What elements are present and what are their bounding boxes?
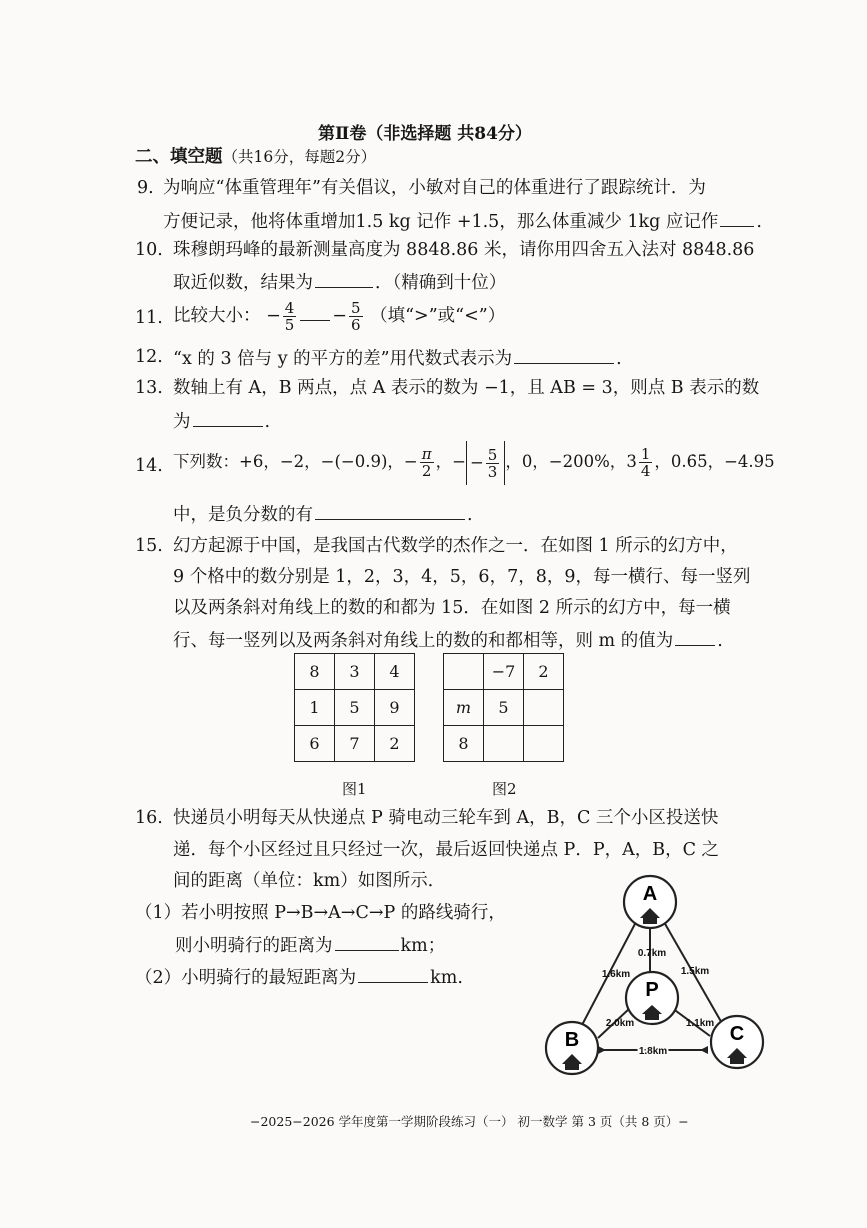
q16-line3: 间的距离（单位：km）如图所示．: [173, 871, 446, 891]
node-b-label: B: [564, 1029, 580, 1051]
q14-mixed-den: 4: [640, 462, 651, 480]
q9-number: 9.: [137, 178, 154, 198]
q9-answer-blank[interactable]: [720, 210, 754, 227]
q10-number: 10.: [135, 240, 163, 260]
q14-mixed-whole: 3: [626, 452, 637, 471]
q16-sub2-text: （2）小明骑行的最短距离为: [135, 968, 357, 988]
q16-line1: 快递员小明每天从快递点 P 骑电动三轮车到 A，B，C 三个小区投送快: [173, 808, 719, 828]
section-heading: [135, 147, 376, 167]
magic-square-fig1: [294, 653, 415, 762]
q15-line2: 9 个格中的数分别是 1，2，3，4，5，6，7，8，9，每一横行、每一竖列: [173, 567, 751, 587]
table-row: [295, 690, 415, 726]
q13-line2: [173, 410, 270, 432]
fig1-cell: 1: [295, 690, 335, 726]
edge-ap-label: 0.7km: [637, 948, 667, 959]
q16-number: 16.: [135, 808, 163, 828]
q14-part3: ，0.6̇5̇，−4.95: [654, 452, 775, 471]
q10-text-a: 取近似数，结果为: [173, 273, 313, 293]
fig1-cell: 4: [375, 654, 415, 690]
q11-frac2-num: 5: [350, 299, 361, 317]
q11-frac1-den: 5: [284, 316, 295, 334]
fig2-cell: 5: [484, 690, 524, 726]
fig1-cell: 3: [335, 654, 375, 690]
q11-fraction-1: [283, 300, 297, 333]
q16-sub2-unit: km.: [430, 968, 463, 988]
q14-pi-sign: −: [403, 452, 418, 471]
node-c: [711, 1016, 763, 1068]
q14-part1: +6，−2，−(−0.9)，: [239, 452, 404, 471]
route-diagram: [540, 870, 780, 1085]
node-p: [626, 972, 678, 1024]
q11-number: 11.: [135, 308, 163, 328]
q14-number: 14.: [135, 456, 163, 476]
section-heading-label: 二、填空题: [135, 147, 223, 167]
q16-sub1-line1: （1）若小明按照 P→B→A→C→P 的路线骑行，: [135, 903, 506, 923]
q11-frac2-den: 6: [350, 316, 361, 334]
q16-sub1-line2: [175, 934, 445, 956]
fig2-cell: [524, 690, 564, 726]
q15-answer-blank[interactable]: [675, 629, 715, 646]
node-a-label: A: [642, 883, 658, 905]
q9-end: .: [756, 212, 762, 232]
q14-abs-num: 5: [487, 445, 498, 464]
fig2-cell: −7: [484, 654, 524, 690]
q10-text-b: ．（精确到十位）: [375, 273, 507, 293]
q9-text: 方便记录，他将体重增加1.5 kg 记作 +1.5，那么体重减少 1kg 应记作: [163, 212, 719, 232]
q13-answer-blank[interactable]: [193, 410, 263, 427]
q11-frac2-sign: −: [332, 306, 347, 326]
q15-end: .: [717, 631, 723, 651]
q15-text: 行、每一竖列以及两条斜对角线上的数的和都相等，则 m 的值为: [173, 631, 674, 651]
magic-square-fig2: [443, 653, 564, 762]
q16-sub2-line: [135, 966, 463, 988]
q15-line1: 幻方起源于中国，是我国古代数学的杰作之一．在如图 1 所示的幻方中，: [173, 536, 738, 556]
edge-ac-label: 1.5km: [680, 966, 710, 977]
q11-label: 比较大小：: [173, 306, 261, 326]
fig2-cell: m: [444, 690, 484, 726]
q13-text: 为: [173, 412, 191, 432]
q16-sub1-answer-blank[interactable]: [335, 934, 399, 951]
q14-abs-inner-sign: −: [469, 452, 484, 472]
fig1-cell: 6: [295, 726, 335, 762]
fig1-cell: 7: [335, 726, 375, 762]
table-row: [444, 726, 564, 762]
q14-pi-num: π: [421, 445, 432, 463]
q15-line3: 以及两条斜对角线上的数的和都为 15．在如图 2 所示的幻方中，每一横: [173, 598, 731, 618]
q10-line2: [173, 271, 506, 293]
node-c-label: C: [729, 1023, 745, 1045]
edge-cp-label: 1.1km: [685, 1018, 715, 1029]
q14-abs-den: 3: [487, 462, 498, 481]
q14-answer-blank[interactable]: [315, 503, 465, 520]
q14-mixed-fraction: [639, 446, 653, 479]
q13-end: .: [264, 412, 271, 432]
table-row: [295, 654, 415, 690]
q11-frac1-num: 4: [284, 299, 295, 317]
fig1-cell: 5: [335, 690, 375, 726]
q10-line1: 珠穆朗玛峰的最新测量高度为 8848.86 米，请你用四舍五入法对 8848.86: [173, 240, 755, 260]
q11-fraction-2: [349, 300, 363, 333]
q15-number: 15.: [135, 536, 163, 556]
q15-line4: [173, 629, 723, 651]
fig1-caption: 图1: [342, 780, 367, 798]
q14-text: 中，是负分数的有: [173, 505, 313, 525]
table-row: [295, 726, 415, 762]
q14-end: .: [467, 505, 473, 525]
fig2-cell: 8: [444, 726, 484, 762]
q11-hint: （填“>”或“<”）: [370, 306, 506, 326]
q11-line: [173, 296, 505, 336]
q12-text: “x 的 3 倍与 y 的平方的差”用代数式表示为: [173, 349, 513, 369]
q11-answer-blank[interactable]: [300, 304, 330, 321]
q14-abs-fraction: [486, 447, 500, 480]
q13-number: 13.: [135, 378, 163, 398]
q11-frac1-sign: −: [266, 306, 281, 326]
q14-pi-den: 2: [421, 462, 432, 480]
q12-number: 12.: [135, 347, 163, 367]
fig2-cell: [484, 726, 524, 762]
q14-abs-outer-sign: −: [452, 452, 466, 471]
q14-absolute-value: [466, 441, 505, 485]
q14-mixed-num: 1: [640, 445, 651, 463]
q16-sub1-text: 则小明骑行的距离为: [175, 936, 333, 956]
fig1-cell: 8: [295, 654, 335, 690]
section-title: 第Ⅱ卷（非选择题 共84分）: [318, 124, 532, 144]
q13-line1: 数轴上有 A，B 两点，点 A 表示的数为 −1，且 AB = 3，则点 B 表示的数: [173, 378, 760, 398]
q12-line: [173, 347, 622, 369]
fig2-cell: 2: [524, 654, 564, 690]
fig2-caption: 图2: [492, 780, 517, 798]
node-p-label: P: [645, 979, 659, 1001]
q14-line1: 下列数：+6，−2，−(−0.9)，− $\frac{\pi}{2}$ ，− − $\frac{5}{3}$ ，0，−200%，3 $\frac{1}{4}$ ，0.6̇5̇，−4.95: [173, 440, 775, 485]
q14-part2: ，0，−200%，: [505, 452, 627, 471]
arrowhead-icon: [598, 1046, 606, 1054]
node-a: [624, 876, 676, 928]
q14-label: 下列数：: [173, 452, 239, 471]
edge-ab-label: 1.6km: [601, 969, 631, 980]
q16-line2: 递．每个小区经过且只经过一次，最后返回快递点 P．P，A，B，C 之: [173, 840, 720, 860]
arrowhead-icon: [700, 1046, 708, 1054]
fig1-cell: 9: [375, 690, 415, 726]
q16-sub2-answer-blank[interactable]: [358, 966, 428, 983]
edge-bc-label: 1.8km: [638, 1046, 668, 1057]
node-b: [546, 1022, 598, 1074]
q12-end: .: [616, 349, 622, 369]
q14-pi-fraction: [420, 446, 434, 479]
table-row: [444, 690, 564, 726]
q9-line2: [163, 210, 762, 232]
fig1-cell: 2: [375, 726, 415, 762]
fig2-cell: [524, 726, 564, 762]
q10-answer-blank[interactable]: [315, 271, 373, 288]
q9-line1: 为响应“体重管理年”有关倡议，小敏对自己的体重进行了跟踪统计．为: [163, 178, 706, 198]
section-heading-note: （共16分，每题2分）: [222, 148, 377, 166]
q14-line2: [173, 503, 473, 525]
table-row: [444, 654, 564, 690]
fig2-cell: [444, 654, 484, 690]
page-footer: −2025−2026 学年度第一学期阶段练习（一） 初一数学 第 3 页（共 8 页）−: [250, 1114, 689, 1129]
q16-sub1-unit: km；: [400, 936, 446, 956]
edge-bp-label: 2.0km: [605, 1018, 635, 1029]
q12-answer-blank[interactable]: [514, 347, 614, 364]
